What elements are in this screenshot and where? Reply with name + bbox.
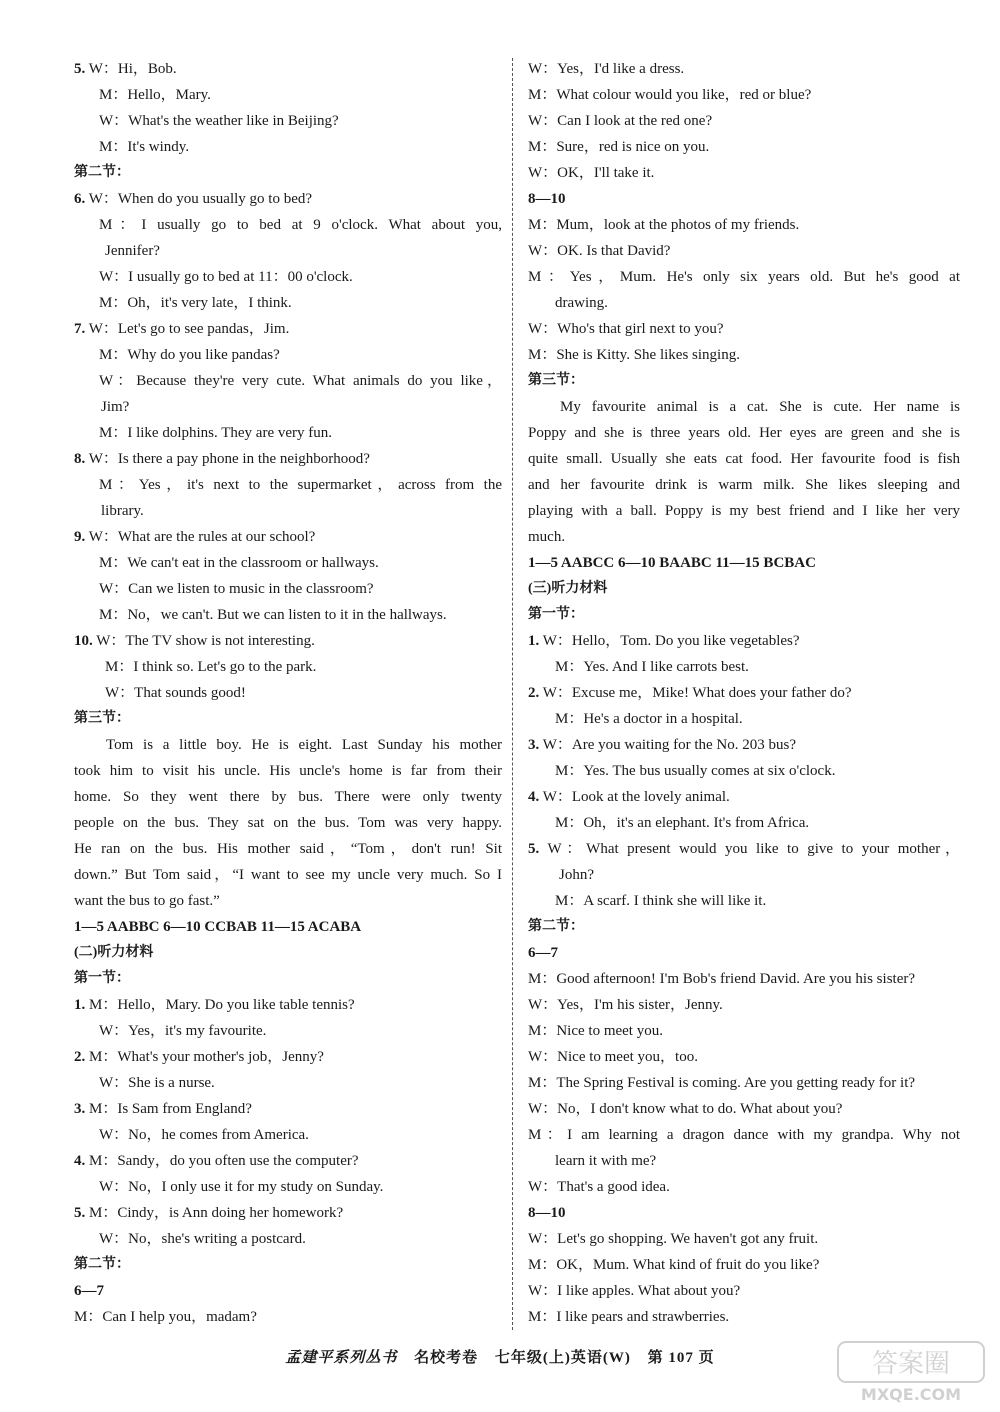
text-line <box>74 1018 502 1044</box>
text-line <box>74 862 502 888</box>
text-line <box>528 784 960 810</box>
text-line <box>528 498 960 524</box>
line-text: home. So they went there by bus. There were only twenty <box>74 789 502 805</box>
line-text: John? <box>559 867 594 883</box>
text-line <box>74 394 502 420</box>
text-line <box>74 706 502 732</box>
text-line <box>528 238 960 264</box>
left-column <box>74 56 502 1330</box>
item-number: 8. <box>74 451 86 467</box>
line-text: 1—5 AABBC 6—10 CCBAB 11—15 ACABA <box>74 919 362 935</box>
text-line <box>74 1148 502 1174</box>
text-line <box>74 1070 502 1096</box>
text-line <box>528 134 960 160</box>
item-number: 5. <box>74 1205 86 1221</box>
text-line <box>528 1096 960 1122</box>
text-line <box>74 654 502 680</box>
line-text: W：The TV show is not interesting. <box>96 633 315 649</box>
line-text: W：Can I look at the red one? <box>528 113 713 129</box>
text-line <box>528 914 960 940</box>
line-text: 第二节： <box>74 165 130 180</box>
text-line <box>528 1304 960 1330</box>
text-line <box>528 420 960 446</box>
line-text: M：I am learning a dragon dance with my grandpa. Why not <box>528 1127 960 1143</box>
text-line <box>528 108 960 134</box>
line-text: Poppy and she is three years old. Her eyes are green and she is <box>528 425 960 441</box>
text-line <box>74 472 502 498</box>
line-text: M：Yes，it's next to the supermarket，across from the <box>99 477 502 493</box>
line-text: playing with a ball. Poppy is my best friend and I like her very <box>528 503 960 519</box>
text-line <box>528 1122 960 1148</box>
line-text: W：I like apples. What about you? <box>528 1283 741 1299</box>
line-text: W：What are the rules at our school? <box>88 529 316 545</box>
line-text: 第三节： <box>74 711 130 726</box>
line-text: M：A scarf. I think she will like it. <box>555 893 767 909</box>
item-number: 2. <box>528 685 540 701</box>
text-line <box>528 1278 960 1304</box>
line-text: M：The Spring Festival is coming. Are you getting ready for it? <box>528 1075 916 1091</box>
text-line <box>528 758 960 784</box>
line-text: W：Are you waiting for the No. 203 bus? <box>542 737 797 753</box>
line-text: took him to visit his uncle. His uncle's home is far from their <box>74 763 502 779</box>
text-line <box>74 368 502 394</box>
item-number: 5. <box>74 61 86 77</box>
line-text: want the bus to go fast.” <box>74 893 220 909</box>
line-text: M：Oh，it's very late，I think. <box>99 295 292 311</box>
column-divider <box>512 58 513 1330</box>
text-line <box>528 992 960 1018</box>
text-line <box>74 836 502 862</box>
line-text: people on the bus. They sat on the bus. Tom was very happy. <box>74 815 502 831</box>
text-line <box>74 238 502 264</box>
item-number: 5. <box>528 841 540 857</box>
line-text: down.” But Tom said，“I want to see my uncle very much. So I <box>74 867 502 883</box>
text-line <box>528 628 960 654</box>
right-column <box>528 56 960 1330</box>
text-line <box>528 602 960 628</box>
text-line <box>528 1044 960 1070</box>
text-line <box>74 732 502 758</box>
text-line <box>74 1278 502 1304</box>
text-line <box>74 758 502 784</box>
item-number: 1. <box>74 997 86 1013</box>
line-text: M：Good afternoon! I'm Bob's friend David. Are you his sister? <box>528 971 916 987</box>
line-text: 8—10 <box>528 191 566 207</box>
text-line <box>74 498 502 524</box>
line-text: W：Excuse me，Mike! What does your father do? <box>542 685 852 701</box>
line-text: M：OK，Mum. What kind of fruit do you like? <box>528 1257 820 1273</box>
text-line <box>528 82 960 108</box>
line-text: W：I usually go to bed at 11：00 o'clock. <box>99 269 353 285</box>
text-line <box>74 914 502 940</box>
line-text: W：What's the weather like in Beijing? <box>99 113 339 129</box>
text-line <box>74 576 502 602</box>
text-line <box>74 1096 502 1122</box>
line-text: learn it with me? <box>555 1153 657 1169</box>
line-text: M：It's windy. <box>99 139 190 155</box>
text-line <box>528 56 960 82</box>
line-text: 第二节： <box>74 1257 130 1272</box>
text-line <box>528 264 960 290</box>
text-line <box>74 290 502 316</box>
watermark-text: 答案圈 <box>871 1349 951 1379</box>
text-line <box>74 108 502 134</box>
item-number: 7. <box>74 321 86 337</box>
line-text: W：Hello，Tom. Do you like vegetables? <box>542 633 800 649</box>
text-line <box>528 576 960 602</box>
line-text: W：Let's go shopping. We haven't got any fruit. <box>528 1231 819 1247</box>
line-text: M：Yes，Mum. He's only six years old. But he's good at <box>528 269 960 285</box>
line-text: M：Why do you like pandas? <box>99 347 280 363</box>
text-line <box>74 186 502 212</box>
text-line <box>74 680 502 706</box>
line-text: W：No，he comes from America. <box>99 1127 309 1143</box>
line-text: much. <box>528 529 566 545</box>
line-text: M：Oh，it's an elephant. It's from Africa. <box>555 815 810 831</box>
text-line <box>74 316 502 342</box>
text-line <box>74 1044 502 1070</box>
text-line <box>528 394 960 420</box>
line-text: M：I think so. Let's go to the park. <box>105 659 317 675</box>
text-line <box>528 524 960 550</box>
text-line <box>74 1304 502 1330</box>
line-text: W：That sounds good! <box>105 685 246 701</box>
text-line <box>528 1070 960 1096</box>
text-line <box>74 1200 502 1226</box>
line-text: 8—10 <box>528 1205 566 1221</box>
line-text: M：Yes. And I like carrots best. <box>555 659 749 675</box>
line-text: Jim? <box>101 399 130 415</box>
line-text: M：I usually go to bed at 9 o'clock. What about you, <box>99 217 502 233</box>
line-text: W：Hi，Bob. <box>88 61 177 77</box>
text-line <box>528 1148 960 1174</box>
line-text: 第三节： <box>528 373 584 388</box>
item-number: 4. <box>528 789 540 805</box>
text-line <box>528 940 960 966</box>
line-text: quite small. Usually she eats cat food. Her favourite food is fish <box>528 451 960 467</box>
line-text: drawing. <box>555 295 608 311</box>
text-line <box>74 212 502 238</box>
text-line <box>528 1252 960 1278</box>
text-line <box>74 134 502 160</box>
line-text: M：Hello，Mary. <box>99 87 211 103</box>
text-line <box>528 550 960 576</box>
text-line <box>74 1226 502 1252</box>
text-line <box>528 732 960 758</box>
line-text: W：That's a good idea. <box>528 1179 670 1195</box>
text-line <box>528 368 960 394</box>
line-text: and her favourite drink is warm milk. She likes sleeping and <box>528 477 960 493</box>
line-text: M：What's your mother's job，Jenny? <box>89 1049 324 1065</box>
text-line <box>74 342 502 368</box>
line-text: W：Yes，I'd like a dress. <box>528 61 685 77</box>
text-line <box>528 160 960 186</box>
line-text: Tom is a little boy. He is eight. Last Sunday his mother <box>106 737 502 753</box>
text-line <box>528 186 960 212</box>
line-text: M：What colour would you like，red or blue? <box>528 87 812 103</box>
watermark-url: MXQE.COM <box>860 1385 962 1404</box>
item-number: 10. <box>74 633 93 649</box>
line-text: Jennifer? <box>105 243 160 259</box>
item-number: 4. <box>74 1153 86 1169</box>
line-text: W：No，she's writing a postcard. <box>99 1231 306 1247</box>
line-text: W：No，I only use it for my study on Sunday. <box>99 1179 384 1195</box>
line-text: W：Who's that girl next to you? <box>528 321 724 337</box>
line-text: W：What present would you like to give to your mother， <box>547 841 960 857</box>
text-line <box>528 706 960 732</box>
footer-page-number: 第 107 页 <box>647 1350 715 1366</box>
text-line <box>74 550 502 576</box>
line-text: 第一节： <box>528 607 584 622</box>
text-line <box>74 82 502 108</box>
footer-grade: 七年级(上)英语(W) <box>494 1350 631 1366</box>
line-text: M：Sandy，do you often use the computer? <box>89 1153 359 1169</box>
text-line <box>74 264 502 290</box>
line-text: M：I like dolphins. They are very fun. <box>99 425 333 441</box>
item-number: 2. <box>74 1049 86 1065</box>
line-text: W：OK，I'll take it. <box>528 165 655 181</box>
line-text: M：We can't eat in the classroom or hallways. <box>99 555 379 571</box>
text-line <box>528 836 960 862</box>
line-text: (二)听力材料 <box>74 945 154 960</box>
text-line <box>74 628 502 654</box>
line-text: M：I like pears and strawberries. <box>528 1309 730 1325</box>
line-text: W：When do you usually go to bed? <box>88 191 313 207</box>
line-text: 第一节： <box>74 971 130 986</box>
line-text: My favourite animal is a cat. She is cute. Her name is <box>560 399 960 415</box>
line-text: W：Let's go to see pandas，Jim. <box>88 321 290 337</box>
line-text: M：Is Sam from England? <box>89 1101 252 1117</box>
item-number: 1. <box>528 633 540 649</box>
item-number: 6. <box>74 191 86 207</box>
line-text: W：No，I don't know what to do. What about you? <box>528 1101 843 1117</box>
line-text: W：Yes，it's my favourite. <box>99 1023 267 1039</box>
item-number: 9. <box>74 529 86 545</box>
line-text: 第二节： <box>528 919 584 934</box>
text-line <box>528 1226 960 1252</box>
text-line <box>528 316 960 342</box>
footer-series: 孟建平系列丛书 <box>285 1350 398 1366</box>
text-line <box>74 966 502 992</box>
line-text: W：Look at the lovely animal. <box>542 789 730 805</box>
text-line <box>528 1174 960 1200</box>
line-text: W：OK. Is that David? <box>528 243 671 259</box>
line-text: W：Yes，I'm his sister，Jenny. <box>528 997 723 1013</box>
text-line <box>528 680 960 706</box>
text-line <box>74 420 502 446</box>
line-text: M：Mum，look at the photos of my friends. <box>528 217 800 233</box>
line-text: He ran on the bus. His mother said，“Tom，don't run! Sit <box>74 841 502 857</box>
footer-book: 名校考卷 <box>414 1350 479 1366</box>
line-text: M：Sure，red is nice on you. <box>528 139 710 155</box>
text-line <box>74 810 502 836</box>
text-line <box>528 888 960 914</box>
line-text: M：Nice to meet you. <box>528 1023 663 1039</box>
text-line <box>528 810 960 836</box>
text-line <box>74 1122 502 1148</box>
text-line <box>74 1252 502 1278</box>
line-text: W：Because they're very cute. What animals do you like， <box>99 373 502 389</box>
line-text: M：He's a doctor in a hospital. <box>555 711 743 727</box>
text-line <box>528 342 960 368</box>
item-number: 3. <box>74 1101 86 1117</box>
text-line <box>528 966 960 992</box>
text-line <box>528 1200 960 1226</box>
text-line <box>528 472 960 498</box>
item-number: 3. <box>528 737 540 753</box>
line-text: M：No，we can't. But we can listen to it in the hallways. <box>99 607 447 623</box>
line-text: library. <box>101 503 144 519</box>
text-line <box>74 992 502 1018</box>
text-line <box>74 524 502 550</box>
line-text: 1—5 AABCC 6—10 BAABC 11—15 BCBAC <box>528 555 816 571</box>
line-text: 6—7 <box>528 945 558 961</box>
line-text: M：Can I help you，madam? <box>74 1309 257 1325</box>
line-text: W：She is a nurse. <box>99 1075 215 1091</box>
text-line <box>528 290 960 316</box>
text-line <box>528 654 960 680</box>
text-line <box>74 940 502 966</box>
text-line <box>74 160 502 186</box>
line-text: 6—7 <box>74 1283 104 1299</box>
line-text: M：Hello，Mary. Do you like table tennis? <box>89 997 355 1013</box>
line-text: W：Nice to meet you，too. <box>528 1049 698 1065</box>
text-line <box>74 1174 502 1200</box>
text-line <box>74 888 502 914</box>
text-line <box>74 56 502 82</box>
line-text: (三)听力材料 <box>528 581 608 596</box>
text-line <box>74 446 502 472</box>
text-line <box>528 1018 960 1044</box>
text-line <box>74 784 502 810</box>
watermark-logo <box>836 1340 986 1406</box>
line-text: W：Can we listen to music in the classroom? <box>99 581 374 597</box>
line-text: M：Yes. The bus usually comes at six o'clock. <box>555 763 836 779</box>
line-text: M：She is Kitty. She likes singing. <box>528 347 740 363</box>
text-line <box>528 446 960 472</box>
text-line <box>74 602 502 628</box>
line-text: M：Cindy，is Ann doing her homework? <box>89 1205 344 1221</box>
text-line <box>528 212 960 238</box>
line-text: W：Is there a pay phone in the neighborhood? <box>88 451 370 467</box>
text-line <box>528 862 960 888</box>
